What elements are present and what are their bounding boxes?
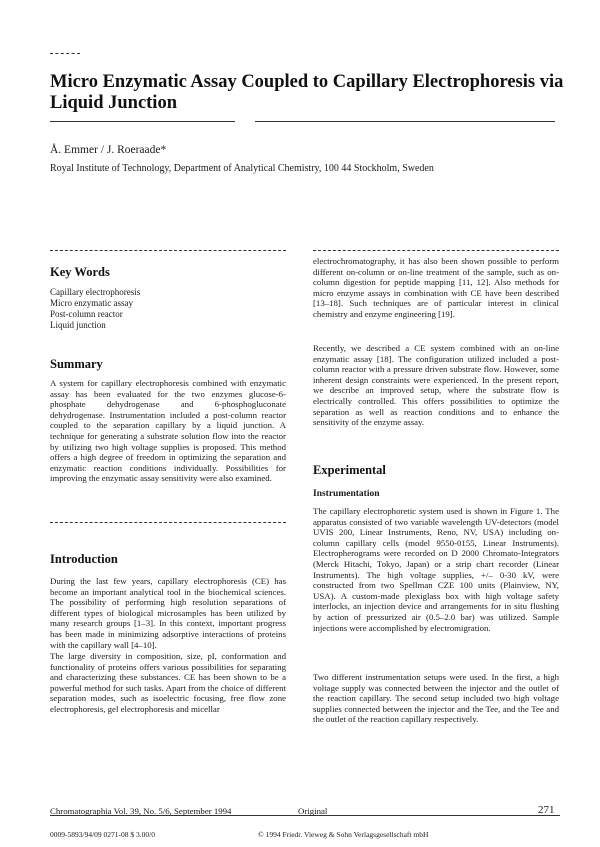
keywords-heading: Key Words — [50, 265, 110, 279]
summary-rule — [50, 522, 286, 523]
experimental-paragraph-1: The capillary electrophoretic system used is shown in Figure 1. The apparatus consisted of two variable wavelength UV-detectors (model UVIS 200, Linear Instruments, Reno, NV, USA) including on-column capillary cells (model 9550-0155, Linear Instruments). Electropherograms were recorded on D 2000 Chromato-Integrators (Merck Hitachi, Tokyo, Japan) or a strip chart recorder (Linear Instruments). The high voltage supplies, +/– 0-30 kV, were constructed from two Spellman CZE 100 units (Plainview, NY, USA). A custom-made plexiglass box with high voltage safety interlocks, an injection device and arrangements for in situ flushing by action of pressurized air (0.5–2.0 bar) was utilized. Sample injections were accomplished by electromigration. — [313, 506, 559, 633]
summary-text: A system for capillary electrophoresis combined with enzymatic assay has been evaluated for the two enzymes glucose-6-phosphate dehydrogenase and 6-phosphogluconate dehydrogenase. Instrumentation included a post-column reactor coupled to the separation capillary by a liquid junction. A technique for generating a substrate solution flow into the reactor by utilizing two high voltage supplies is proposed. This method offers a high degree of freedom in optimizing the separation and enzymatic reaction conditions individually. Possibilities for improving the enzymatic assay sensitivity were also examined. — [50, 378, 286, 484]
introduction-paragraph-2: The large diversity in composition, size, pI, conformation and functionality of proteins offers various possibilities for separating and characterizing these substances. CE has been shown to be a powerful method for such tasks. Apart from the choice of different separation modes, such as isoelectric focusing, free flow zone electrophoresis, gel electrophoresis and micellar — [50, 651, 286, 714]
affiliation: Royal Institute of Technology, Department of Analytical Chemistry, 100 44 Stockholm, Sweden — [50, 163, 434, 174]
article-title: Micro Enzymatic Assay Coupled to Capillary Electrophoresis via Liquid Junction — [50, 72, 564, 113]
introduction-paragraph-1: During the last few years, capillary electrophoresis (CE) has become an important analytical tool in the biochemical sciences. The possibility of performing high resolution separations of different types of biological microsamples has been utilized by many research groups [1–3]. In this context, important progress has been made in minimizing adsorptive interactions of proteins with the capillary wall [4–10]. — [50, 576, 286, 650]
right-column-top-rule — [313, 250, 559, 251]
page-number: 271 — [538, 804, 555, 816]
right-paragraph-1: electrochromatography, it has also been shown possible to perform different on-column or on-line treatment of the sample, such as on-column digestion for peptide mapping [11, 12]. Also methods for micro enzyme assays in combination with CE have been described [13–18]. Such techniques are of particular interest in clinical chemistry and enzyme engineering [19]. — [313, 256, 559, 319]
keyword-item: Micro enzymatic assay — [50, 298, 133, 308]
keywords-list — [50, 287, 140, 331]
keyword-item: Capillary electrophoresis — [50, 287, 141, 297]
keyword-item: Post-column reactor — [50, 309, 123, 319]
experimental-paragraph-2: Two different instrumentation setups were used. In the first, a high voltage supply was connected between the injector and the outlet of the reaction capillary. The second setup included two high voltage supplies connected between the injector and the Tee, and the Tee and the outlet of the reaction capillary respectively. — [313, 672, 559, 725]
keyword-item: Liquid junction — [50, 320, 106, 330]
experimental-heading: Experimental — [313, 463, 386, 477]
title-rule-right — [255, 121, 555, 122]
instrumentation-subheading: Instrumentation — [313, 489, 380, 499]
introduction-heading: Introduction — [50, 552, 118, 566]
top-rule — [50, 53, 80, 54]
summary-heading: Summary — [50, 357, 103, 371]
issn-line: 0009-5893/94/09 0271-08 $ 3.00/0 — [50, 830, 155, 839]
article-type-label: Original — [298, 806, 328, 816]
right-paragraph-2: Recently, we described a CE system combined with an on-line enzymatic assay [18]. The configuration utilized included a post-column reactor with a pressure driven substrate flow. However, some inherent design constraints were experienced. In the present report, we describe an improved setup, where the substrate flow is electrically controlled. This offers possibilities to optimize the separation as well as reaction conditions and to enhance the sensitivity of the enzyme assay. — [313, 343, 559, 428]
journal-citation: Chromatographia Vol. 39, No. 5/6, September 1994 — [50, 806, 232, 816]
copyright-line: © 1994 Friedr. Vieweg & Sohn Verlagsgesellschaft mbH — [258, 830, 429, 839]
title-rule-left — [50, 121, 235, 122]
authors: Å. Emmer / J. Roeraade* — [50, 144, 167, 156]
keywords-rule — [50, 250, 286, 251]
